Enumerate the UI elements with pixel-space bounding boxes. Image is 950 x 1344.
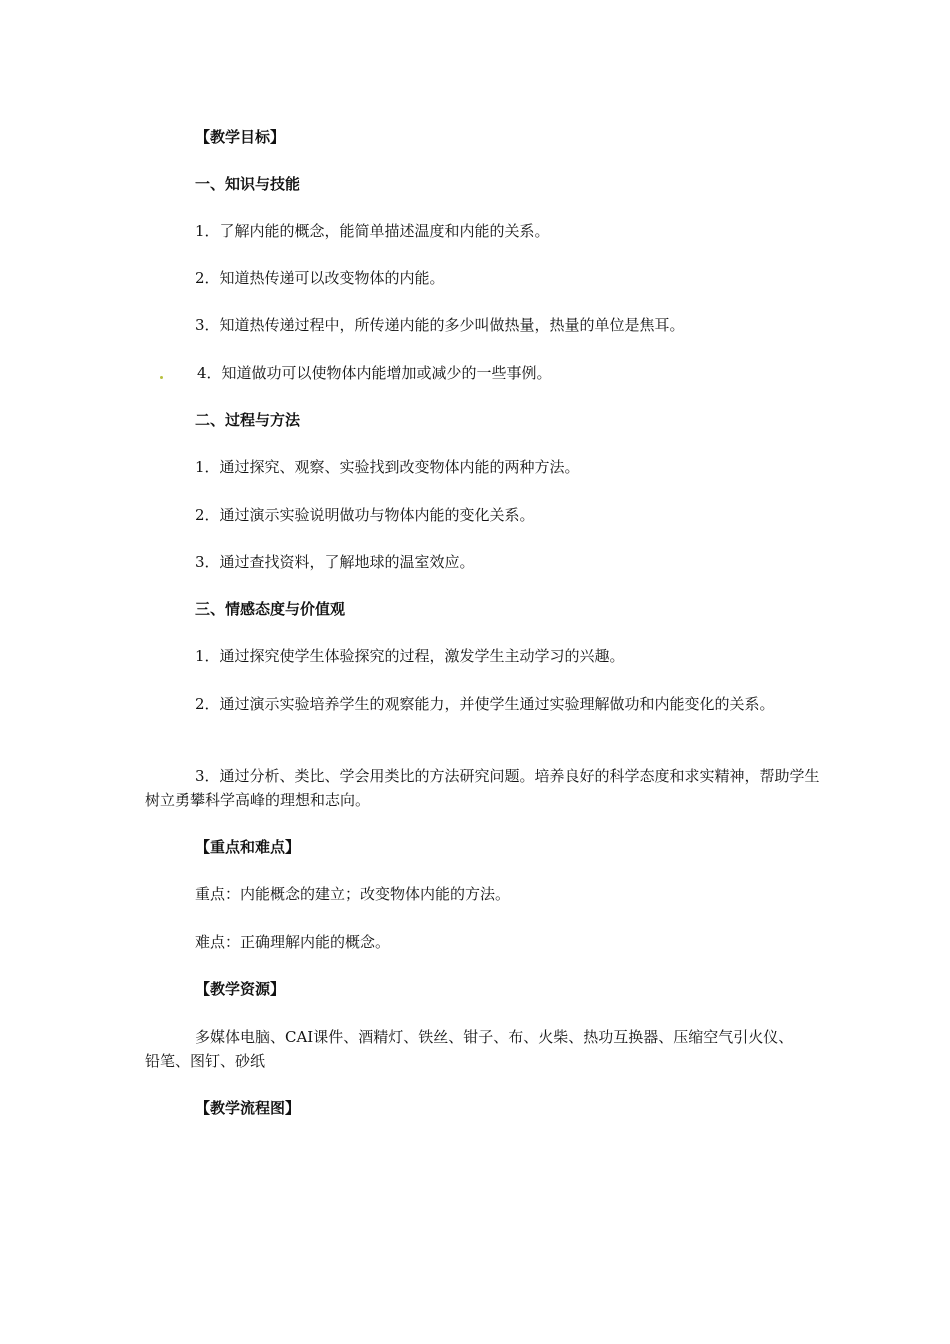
- stray-mark: [160, 376, 163, 379]
- process-item-2: 2．通过演示实验说明做功与物体内能的变化关系。: [195, 506, 535, 524]
- focus-text: 重点：内能概念的建立；改变物体内能的方法。: [195, 885, 511, 903]
- flowchart-heading: 【教学流程图】: [195, 1099, 301, 1117]
- process-item-1: 1．通过探究、观察、实验找到改变物体内能的两种方法。: [195, 458, 580, 476]
- attitude-item-1: 1．通过探究使学生体验探究的过程，激发学生主动学习的兴趣。: [195, 647, 625, 665]
- attitude-values-title: 三、情感态度与价值观: [195, 600, 346, 618]
- knowledge-item-2: 2．知道热传递可以改变物体的内能。: [195, 269, 445, 287]
- knowledge-skills-title: 一、知识与技能: [195, 175, 301, 193]
- difficulty-text: 难点：正确理解内能的概念。: [195, 933, 391, 951]
- knowledge-item-3: 3．知道热传递过程中，所传递内能的多少叫做热量，热量的单位是焦耳。: [195, 316, 685, 334]
- knowledge-item-1: 1．了解内能的概念，能简单描述温度和内能的关系。: [195, 222, 550, 240]
- attitude-item-3: 3．通过分析、类比、学会用类比的方法研究问题。培养良好的科学态度和求实精神，帮助学生树立勇攀科学高峰的理想和志向。: [145, 767, 820, 809]
- key-points-heading: 【重点和难点】: [195, 838, 301, 856]
- attitude-item-2: 2．通过演示实验培养学生的观察能力，并使学生通过实验理解做功和内能变化的关系。: [195, 695, 775, 713]
- knowledge-item-4: 4．知道做功可以使物体内能增加或减少的一些事例。: [197, 364, 552, 382]
- process-item-3: 3．通过查找资料，了解地球的温室效应。: [195, 553, 475, 571]
- resources-heading: 【教学资源】: [195, 980, 286, 998]
- objectives-heading: 【教学目标】: [195, 128, 286, 146]
- process-methods-title: 二、过程与方法: [195, 411, 301, 429]
- resources-text: 多媒体电脑、CAI课件、酒精灯、铁丝、钳子、布、火柴、热功互换器、压缩空气引火仪、铅笔、图钉、砂纸: [145, 1028, 794, 1070]
